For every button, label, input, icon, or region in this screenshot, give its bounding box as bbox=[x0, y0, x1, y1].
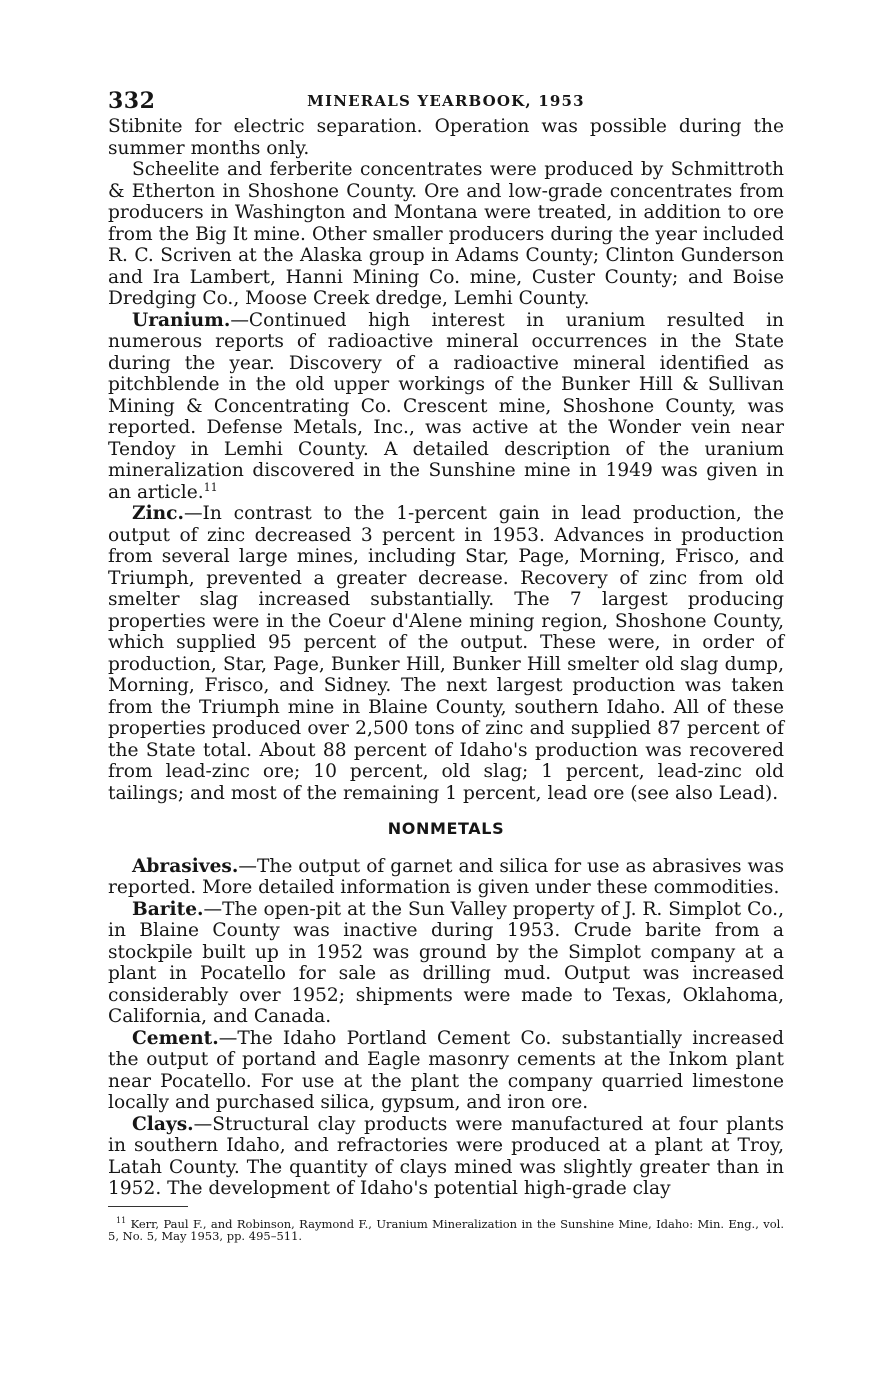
body-text bbox=[108, 116, 784, 1200]
footnote-ref: 11 bbox=[203, 480, 218, 494]
zinc-heading: Zinc. bbox=[132, 503, 184, 524]
running-title: MINERALS YEARBOOK, 1953 bbox=[307, 92, 585, 110]
uranium-heading: Uranium. bbox=[132, 309, 231, 331]
paragraph-zinc bbox=[108, 503, 784, 804]
footnote bbox=[108, 1218, 784, 1242]
footnote-text: Kerr, Paul F., and Robinson, Raymond F., Uranium Mineralization in the Sunshine Mine, Idaho: Min. Eng., vol. 5, No. 5, May 1953, pp. 495–511. bbox=[108, 1217, 785, 1243]
paragraph-clays bbox=[108, 1114, 784, 1200]
barite-heading: Barite. bbox=[132, 898, 204, 920]
cement-text: —The Idaho Portland Cement Co. substantially increased the output of portand and Eagle masonry cements at the Inkom plant near Pocatello. For use at the plant the company quarried limestone locally and purchased silica, gypsum, and iron ore. bbox=[108, 1027, 784, 1113]
paragraph-scheelite: Scheelite and ferberite concentrates were produced by Schmittroth & Etherton in Shoshone County. Ore and low-grade concentrates from producers in Washington and Montana were treated, in addition to ore from the Big It mine. Other smaller producers during the year included R. C. Scriven at the Alaska group in Adams County; Clinton Gunderson and Ira Lambert, Hanni Mining Co. mine, Custer County; and Boise Dredging Co., Moose Creek dredge, Lemhi County. bbox=[108, 159, 784, 309]
zinc-text: —In contrast to the 1-percent gain in lead production, the output of zinc decreased 3 percent in 1953. Advances in production from several large mines, including Star, Page, Morning, Frisco, and Triumph, prevented a greater decrease. Recovery of zinc from old smelter slag increased substantially. The 7 largest producing properties were in the Coeur d'Alene mining region, Shoshone County, which supplied 95 percent of the output. These were, in order of production, Star, Page, Bunker Hill, Bunker Hill smelter old slag dump, Morning, Frisco, and Sidney. The next largest production was taken from the Triumph mine in Blaine County, southern Idaho. All of these properties produced over 2,500 tons of zinc and supplied 87 percent of the State total. About 88 percent of Idaho's production was recovered from lead-zinc ore; 10 percent, old slag; 1 percent, lead-zinc old tailings; and most of the remaining 1 percent, lead ore (see also Lead). bbox=[108, 503, 784, 804]
clays-heading: Clays. bbox=[132, 1113, 194, 1135]
paragraph-cement bbox=[108, 1028, 784, 1114]
page-number: 332 bbox=[108, 88, 156, 114]
section-heading-nonmetals: NONMETALS bbox=[387, 819, 505, 838]
running-head bbox=[108, 82, 784, 112]
abrasives-text: —The output of garnet and silica for use as abrasives was reported. More detailed information is given under these commodities. bbox=[108, 855, 784, 898]
paragraph-abrasives bbox=[108, 856, 784, 899]
paragraph-barite bbox=[108, 899, 784, 1028]
paragraph-stibnite: Stibnite for electric separation. Operation was possible during the summer months only. bbox=[108, 116, 784, 159]
clays-text: —Structural clay products were manufactured at four plants in southern Idaho, and refractories were produced at a plant at Troy, Latah County. The quantity of clays mined was slightly greater than in 1952. The development of Idaho's potential high-grade clay bbox=[108, 1113, 784, 1199]
paragraph-uranium bbox=[108, 310, 784, 504]
footnote-divider bbox=[108, 1206, 188, 1207]
barite-text: —The open-pit at the Sun Valley property of J. R. Simplot Co., in Blaine County was inactive during 1953. Crude barite from a stockpile built up in 1952 was ground by the Simplot company at a plant in Pocatello for sale as drilling mud. Output was increased considerably over 1952; shipments were made to Texas, Oklahoma, California, and Canada. bbox=[108, 898, 784, 1027]
cement-heading: Cement. bbox=[132, 1027, 219, 1049]
footnote-number: 11 bbox=[116, 1216, 127, 1226]
uranium-text: —Continued high interest in uranium resulted in numerous reports of radioactive mineral occurrences in the State during the year. Discovery of a radioactive mineral identified as pitchblende in the old upper workings of the Bunker Hill & Sullivan Mining & Concentrating Co. Crescent mine, Shoshone County, was reported. Defense Metals, Inc., was active at the Wonder vein near Tendoy in Lemhi County. A detailed description of the uranium mineralization discovered in the Sunshine mine in 1949 was given in an article. bbox=[108, 309, 784, 503]
page bbox=[108, 82, 784, 1254]
abrasives-heading: Abrasives. bbox=[132, 855, 239, 877]
